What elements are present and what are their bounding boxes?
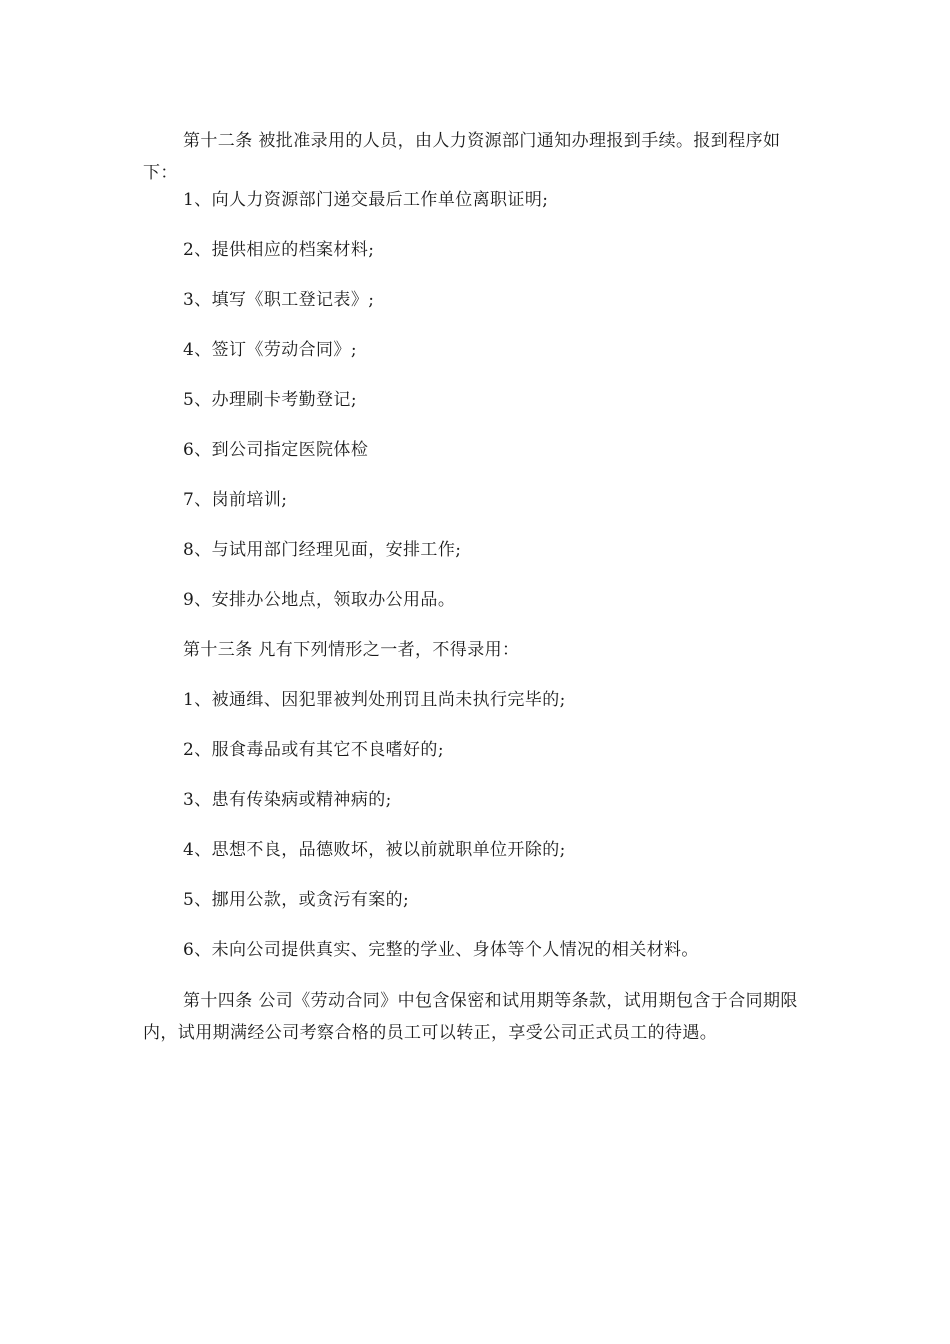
article-13-text: 第十三条 凡有下列情形之一者，不得录用：: [183, 640, 520, 660]
article-12-item-9: 9、安排办公地点，领取办公用品。: [183, 590, 456, 610]
article-13-item-5: 5、挪用公款，或贪污有案的;: [183, 890, 410, 910]
article-13-item-2: 2、服食毒品或有其它不良嗜好的;: [183, 740, 444, 760]
article-12-item-8: 8、与试用部门经理见面，安排工作;: [183, 540, 462, 560]
article-13-item-4: 4、思想不良，品德败坏，被以前就职单位开除的;: [183, 840, 566, 860]
article-12-text: 第十二条 被批准录用的人员，由人力资源部门通知办理报到手续。报到程序如下：: [143, 131, 781, 183]
article-12-item-7: 7、岗前培训;: [183, 490, 288, 510]
article-12-item-1: 1、向人力资源部门递交最后工作单位离职证明;: [183, 190, 549, 210]
article-12-item-2: 2、提供相应的档案材料;: [183, 240, 375, 260]
article-13-item-3: 3、患有传染病或精神病的;: [183, 790, 392, 810]
article-12-item-6: 6、到公司指定医院体检: [183, 440, 369, 460]
article-14-text: 第十四条 公司《劳动合同》中包含保密和试用期等条款，试用期包含于合同期限内，试用期满经公司考察合格的员工可以转正，享受公司正式员工的待遇。: [143, 991, 798, 1043]
article-12-item-5: 5、办理刷卡考勤登记;: [183, 390, 357, 410]
article-12-item-3: 3、填写《职工登记表》;: [183, 290, 375, 310]
article-13-item-6: 6、未向公司提供真实、完整的学业、身体等个人情况的相关材料。: [183, 940, 699, 960]
article-12-item-4: 4、签订《劳动合同》;: [183, 340, 357, 360]
article-13-item-1: 1、被通缉、因犯罪被判处刑罚且尚未执行完毕的;: [183, 690, 566, 710]
